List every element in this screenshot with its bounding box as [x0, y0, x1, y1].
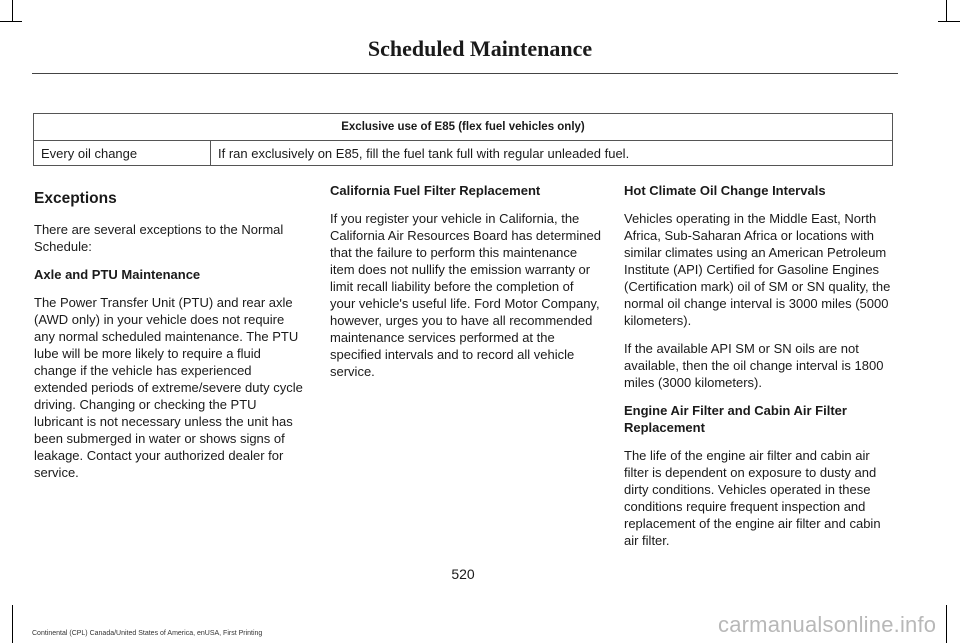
table-cell-interval: Every oil change	[34, 141, 211, 166]
crop-mark	[946, 605, 947, 643]
table-row	[34, 141, 893, 166]
crop-mark	[12, 0, 13, 22]
exceptions-intro: There are several exceptions to the Normal Schedule:	[34, 222, 284, 254]
page-title: Scheduled Maintenance	[367, 36, 593, 61]
crop-mark	[12, 605, 13, 643]
california-body: If you register your vehicle in California, the California Air Resources Board has determined that the failure to perform this maintenance item does not nullify the emission warranty or limit recall liability before the completion of your vehicle's useful life. Ford Motor Company, however, urges you to have all recommended maintenance services performed at the specified intervals and to record all vehicle service.	[330, 211, 601, 379]
hot-climate-body: Vehicles operating in the Middle East, North Africa, Sub-Saharan Africa or locations with similar climates using an American Petroleum Institute (API) Certified for Gasoline Engines (Certification mark) oil of SM or SN quality, the normal oil change interval is 3000 miles (5000 kilometers).	[624, 211, 891, 328]
axle-heading: Axle and PTU Maintenance	[34, 267, 201, 282]
california-heading: California Fuel Filter Replacement	[330, 183, 541, 198]
exceptions-heading: Exceptions	[34, 190, 117, 207]
page-number: 520	[451, 566, 475, 582]
column-middle	[330, 182, 601, 391]
header-rule	[32, 73, 898, 74]
hot-climate-note: If the available API SM or SN oils are not available, then the oil change interval is 1800 miles (3000 kilometers).	[624, 341, 884, 390]
e85-table	[33, 113, 893, 166]
hot-climate-heading: Hot Climate Oil Change Intervals	[624, 183, 826, 198]
table-header-row	[34, 114, 893, 141]
table-cell-action: If ran exclusively on E85, fill the fuel tank full with regular unleaded fuel.	[211, 141, 893, 166]
table-heading: Exclusive use of E85 (flex fuel vehicles only)	[34, 114, 893, 141]
air-filter-heading: Engine Air Filter and Cabin Air Filter Replacement	[624, 403, 847, 435]
column-right	[624, 182, 895, 560]
watermark-link[interactable]: carmanualsonline.info	[718, 612, 937, 637]
crop-mark	[0, 21, 22, 22]
print-info: Continental (CPL) Canada/United States of America, enUSA, First Printing	[32, 630, 263, 637]
air-filter-body: The life of the engine air filter and cabin air filter is dependent on exposure to dusty and dirty conditions. Vehicles operated in these conditions require frequent inspection and replacement of the engine air filter and cabin air filter.	[624, 448, 881, 548]
crop-mark	[938, 21, 960, 22]
crop-mark	[946, 0, 947, 22]
axle-body: The Power Transfer Unit (PTU) and rear axle (AWD only) in your vehicle does not require any normal scheduled maintenance. The PTU lube will be more likely to require a fluid change if the vehicle has experienced extended periods of extreme/severe duty cycle driving. Changing or checking the PTU lubricant is not necessary unless the unit has been submerged in water or shows signs of leakage. Contact your authorized dealer for service.	[34, 295, 303, 480]
column-left	[34, 182, 305, 492]
